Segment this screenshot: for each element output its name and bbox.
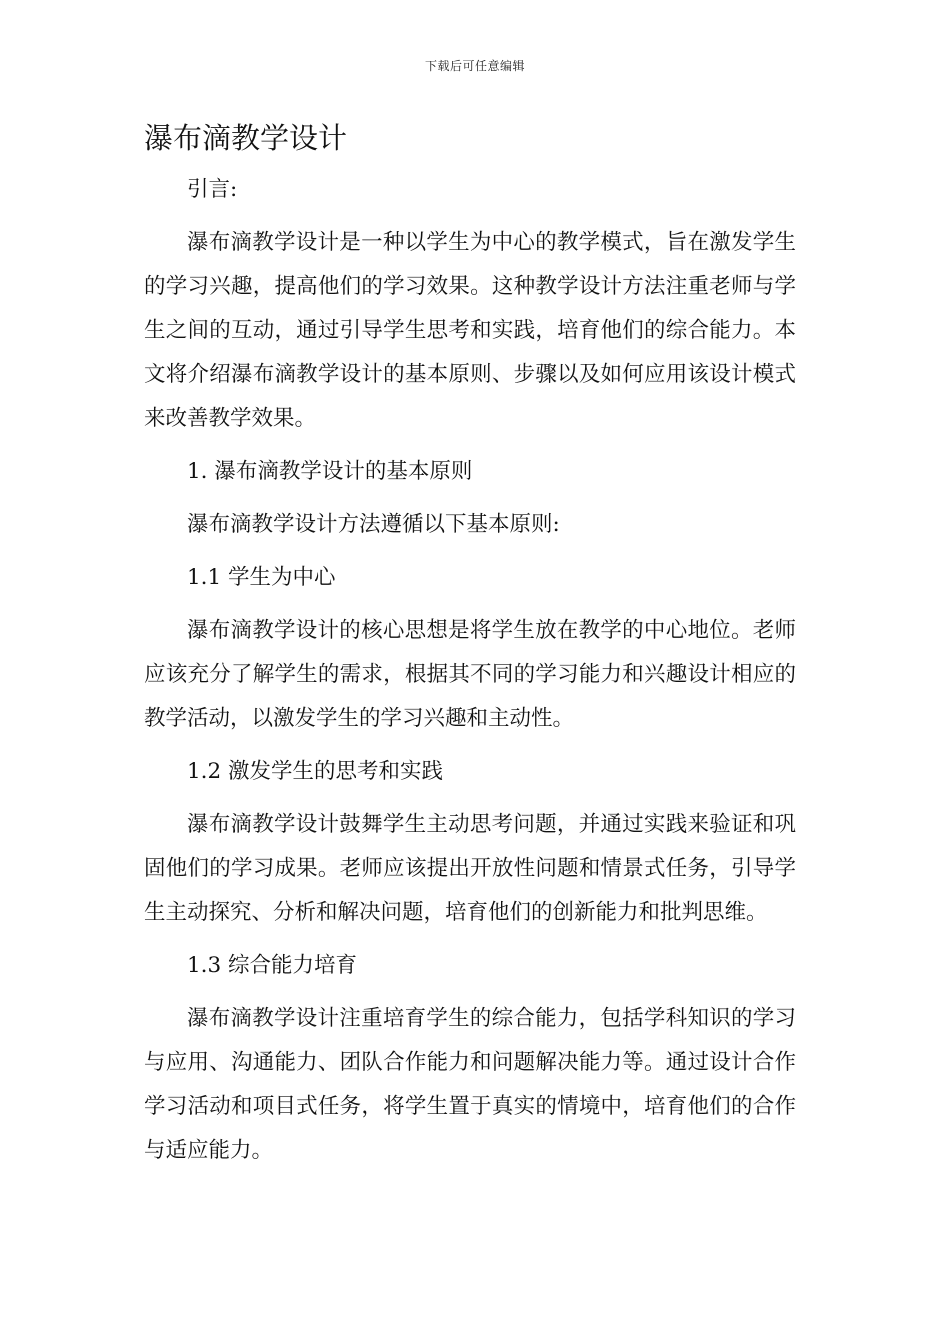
document-title: 瀑布滴教学设计 xyxy=(144,121,348,155)
sub2-heading: 1.2 激发学生的思考和实践 xyxy=(187,759,444,784)
intro-paragraph: 瀑布滴教学设计是一种以学生为中心的教学模式，旨在激发学生的学习兴趣，提高他们的学习效果。这种教学设计方法注重老师与学生之间的互动，通过引导学生思考和实践，培育他们的综合能力。本文将介绍瀑布滴教学设计的基本原则、步骤以及如何应用该设计模式来改善教学效果。 xyxy=(144,230,796,431)
document-body xyxy=(144,168,796,1182)
section1-intro: 瀑布滴教学设计方法遵循以下基本原则: xyxy=(187,512,560,537)
sub1-paragraph: 瀑布滴教学设计的核心思想是将学生放在教学的中心地位。老师应该充分了解学生的需求，根据其不同的学习能力和兴趣设计相应的教学活动，以激发学生的学习兴趣和主动性。 xyxy=(144,618,796,731)
sub1-heading: 1.1 学生为中心 xyxy=(187,565,336,590)
section1-heading: 1. 瀑布滴教学设计的基本原则 xyxy=(187,459,473,484)
intro-label: 引言: xyxy=(187,177,238,202)
sub3-paragraph: 瀑布滴教学设计注重培育学生的综合能力，包括学科知识的学习与应用、沟通能力、团队合作能力和问题解决能力等。通过设计合作学习活动和项目式任务，将学生置于真实的情境中，培育他们的合作与适应能力。 xyxy=(144,1006,796,1163)
header-note: 下载后可任意编辑 xyxy=(424,59,525,73)
sub2-paragraph: 瀑布滴教学设计鼓舞学生主动思考问题，并通过实践来验证和巩固他们的学习成果。老师应该提出开放性问题和情景式任务，引导学生主动探究、分析和解决问题，培育他们的创新能力和批判思维。 xyxy=(144,812,796,925)
sub3-heading: 1.3 综合能力培育 xyxy=(187,953,358,978)
